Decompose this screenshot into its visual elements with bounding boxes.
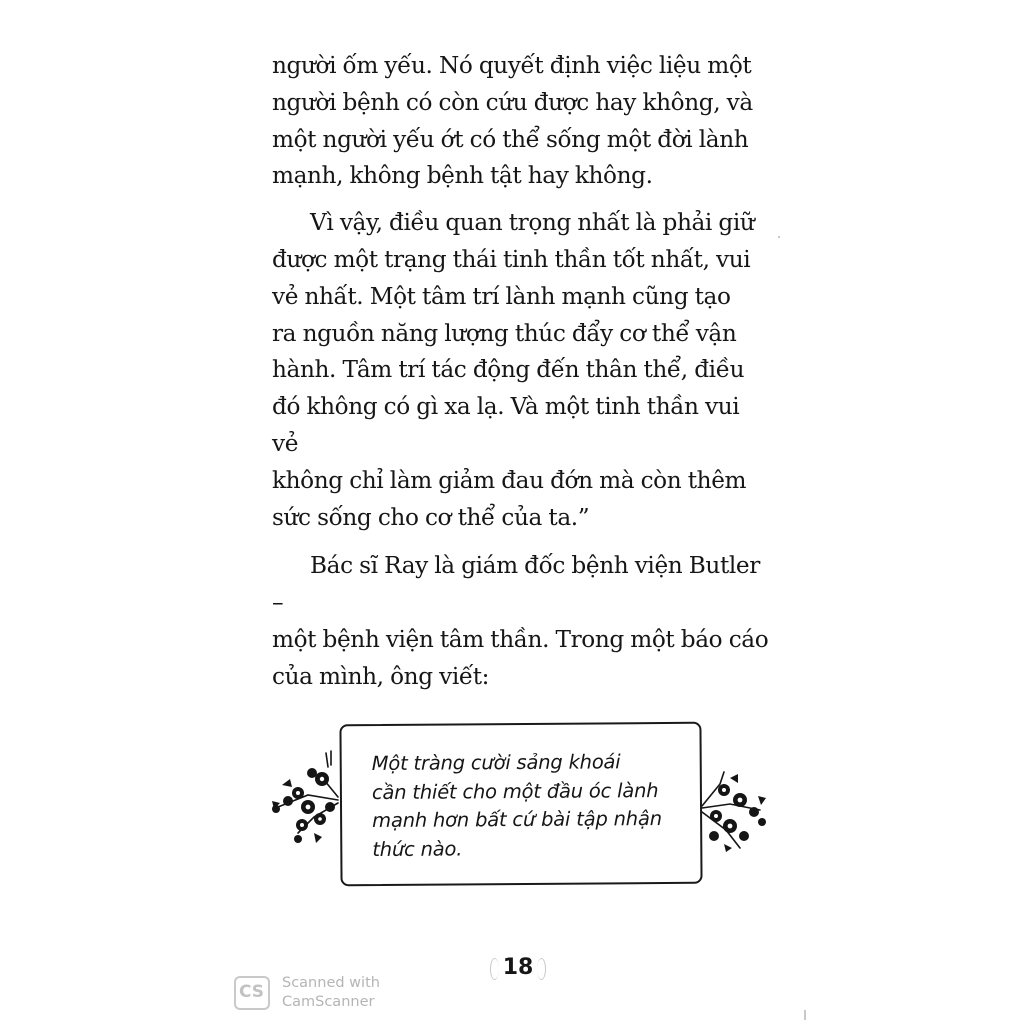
flower-bouquet-icon — [268, 745, 350, 845]
flower-bouquet-icon — [700, 770, 770, 852]
quote-line: mạnh hơn bất cứ bài tập nhận — [372, 807, 662, 833]
watermark-logo-text: CS — [238, 982, 265, 1002]
text-line: đó không có gì xa lạ. Và một tinh thần vui vẻ — [272, 393, 740, 457]
text-line: người bệnh có còn cứu được hay không, và — [272, 88, 753, 116]
watermark-text — [282, 974, 380, 1012]
camscanner-logo-icon — [234, 976, 270, 1010]
text-line: người ốm yếu. Nó quyết định việc liệu một — [272, 52, 752, 79]
text-line: sức sống cho cơ thể của ta.” — [272, 503, 590, 531]
camscanner-watermark — [234, 974, 404, 1014]
text-line: Vì vậy, điều quan trọng nhất là phải giữ — [310, 209, 755, 237]
paragraph-2 — [272, 205, 770, 536]
scan-speck — [778, 236, 780, 238]
watermark-line-2: CamScanner — [282, 994, 375, 1010]
text-line: của mình, ông viết: — [272, 662, 490, 690]
page-number: 18 — [490, 950, 546, 986]
text-line: một người yếu ớt có thể sống một đời lành — [272, 125, 749, 153]
quote-line: Một tràng cười sảng khoái — [371, 750, 621, 776]
body-text — [272, 48, 770, 696]
paragraph-1 — [272, 48, 770, 195]
quote-line: cần thiết cho một đầu óc lành — [371, 778, 659, 804]
watermark-line-1: Scanned with — [282, 975, 380, 991]
text-line: được một trạng thái tinh thần tốt nhất, vui — [272, 245, 751, 273]
text-line: không chỉ làm giảm đau đớn mà còn thêm — [272, 466, 747, 494]
scan-speck — [804, 1010, 806, 1020]
text-line: Bác sĩ Ray là giám đốc bệnh viện Butler – — [272, 552, 760, 617]
quote-line: thức nào. — [372, 836, 463, 861]
quote-text — [372, 748, 683, 864]
text-line: vẻ nhất. Một tâm trí lành mạnh cũng tạo — [272, 282, 731, 310]
quote-box — [339, 722, 702, 887]
text-line: mạnh, không bệnh tật hay không. — [272, 162, 653, 190]
text-line: ra nguồn năng lượng thúc đẩy cơ thể vận — [272, 319, 737, 347]
text-line: hành. Tâm trí tác động đến thân thể, điều — [272, 356, 745, 384]
paragraph-3 — [272, 548, 770, 695]
text-line: một bệnh viện tâm thần. Trong một báo cáo — [272, 625, 769, 653]
